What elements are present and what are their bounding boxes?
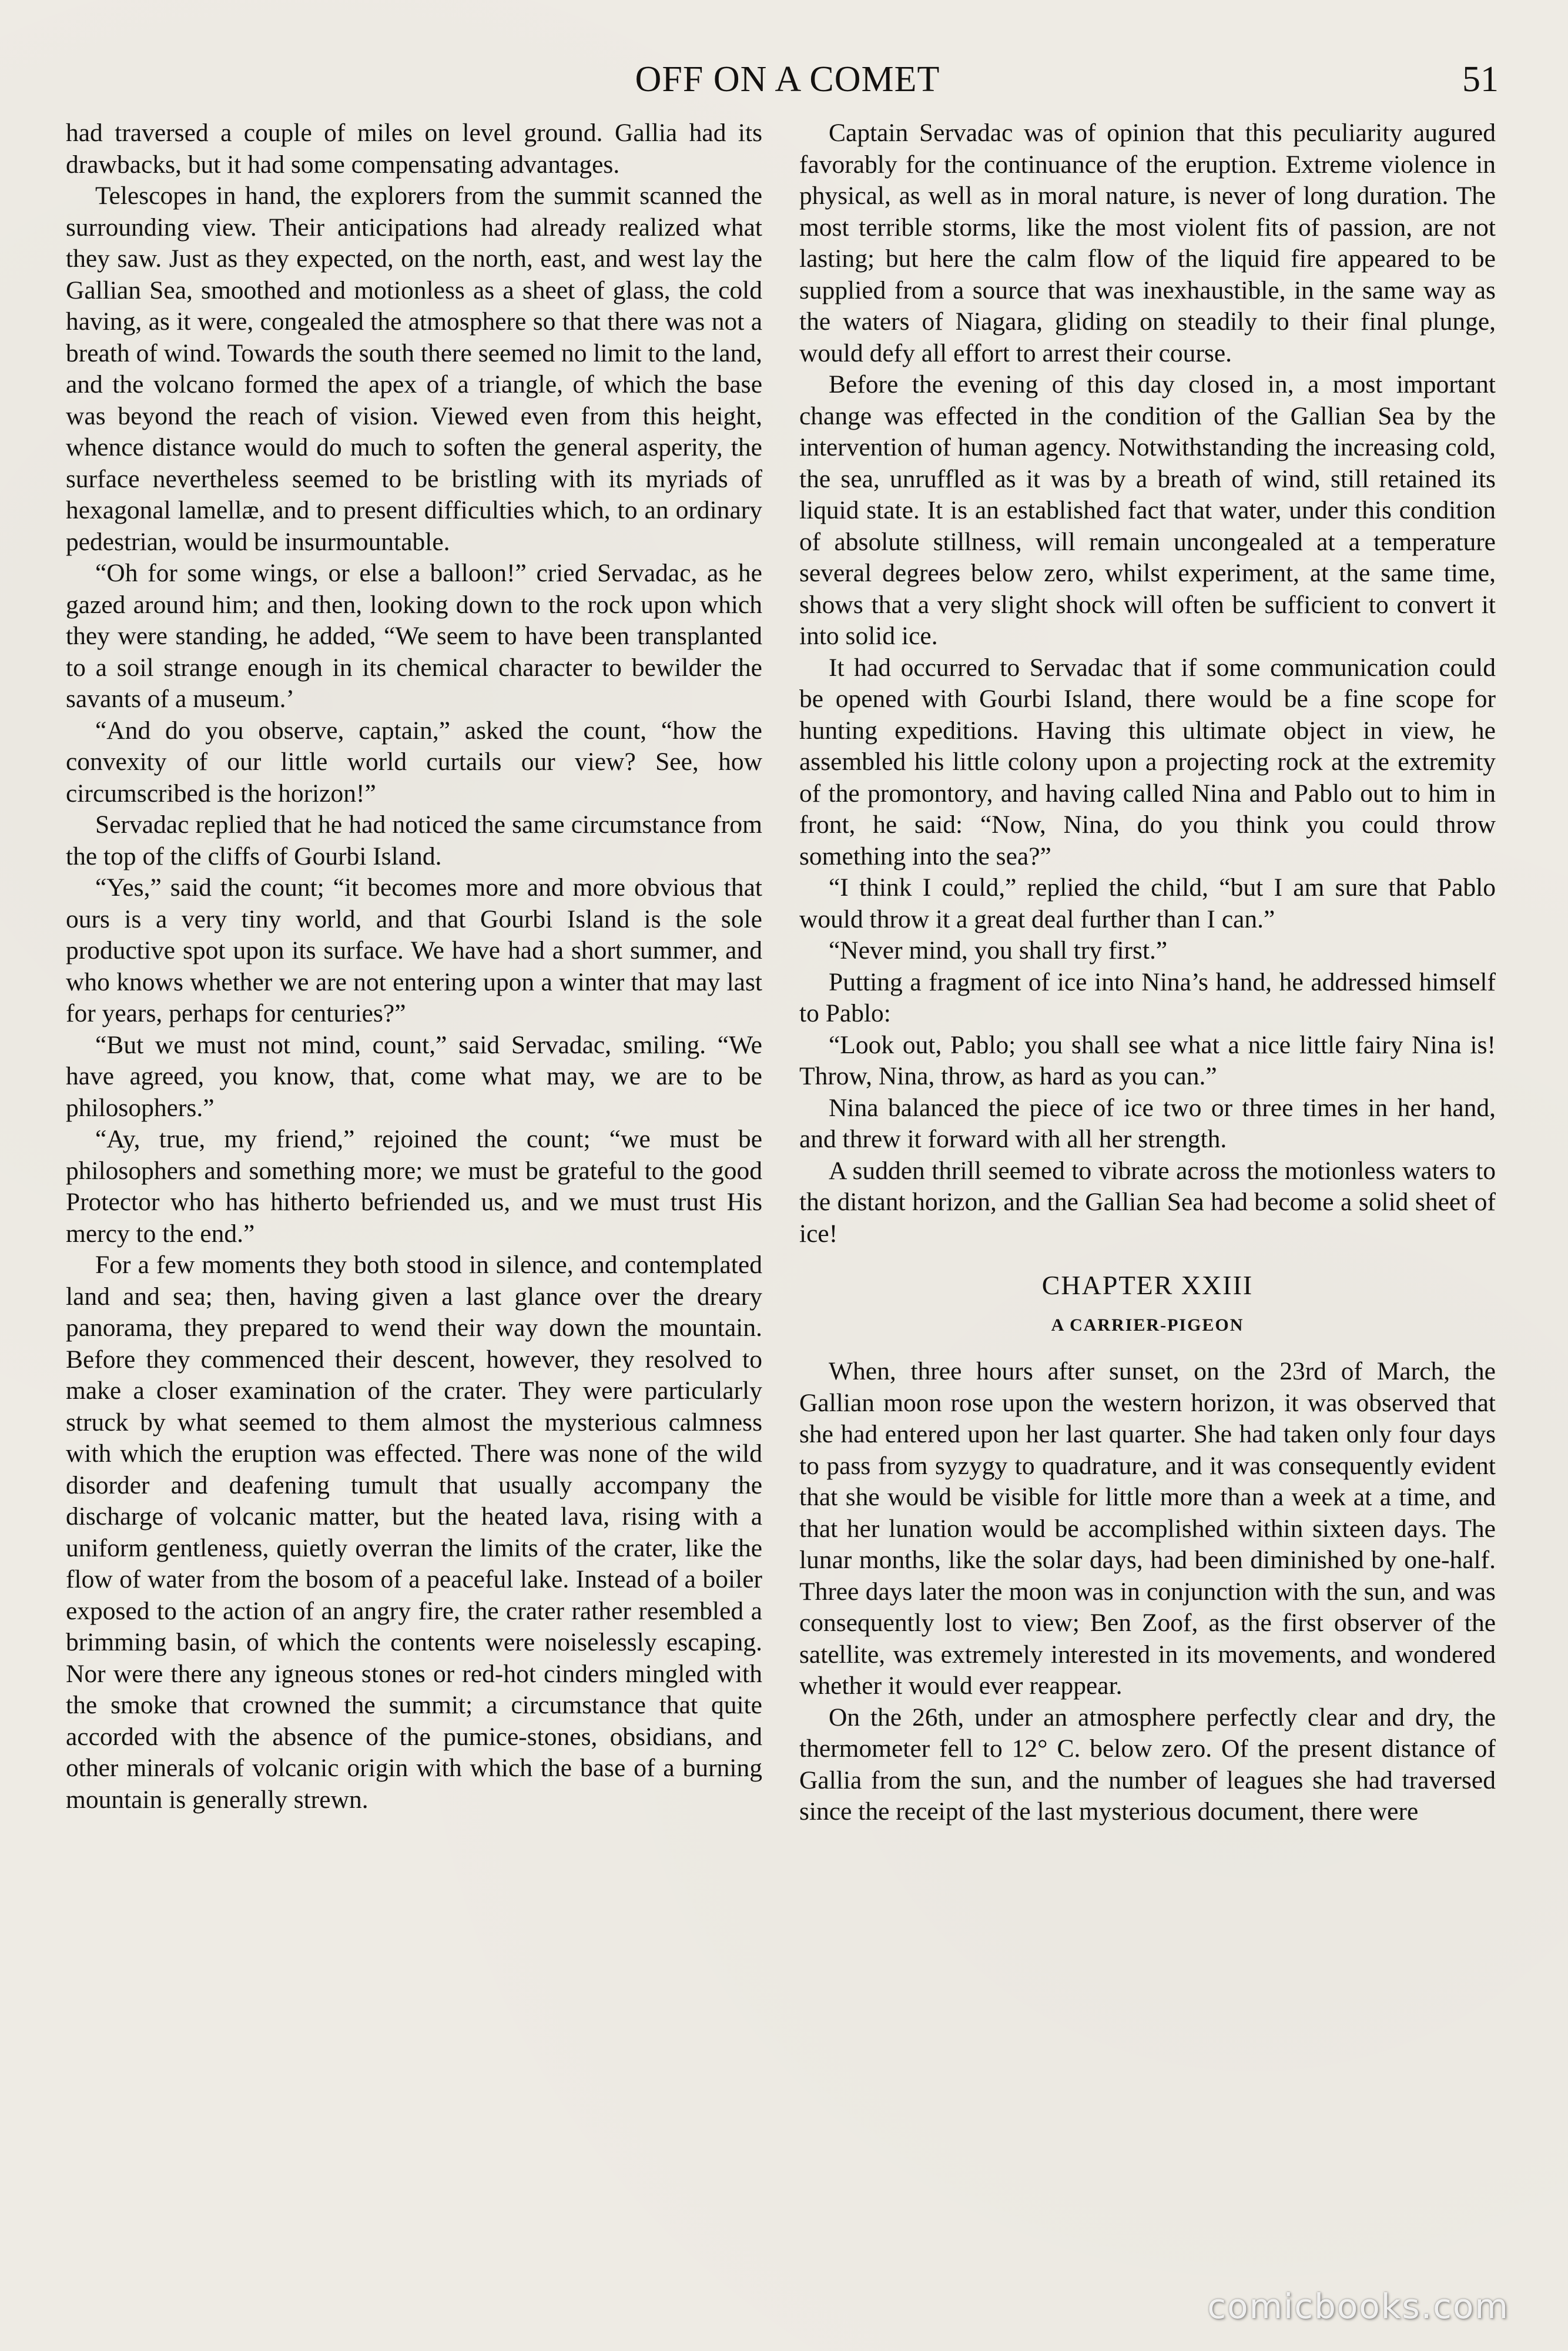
paragraph: Nina balanced the piece of ice two or three times in her hand, and threw it forward with all her strength. — [799, 1093, 1496, 1153]
paragraph: When, three hours after sunset, on the 23rd of March, the Gallian moon rose upon the western horizon, it was observed that she had entered upon her last quarter. She had taken only four days to pass from syzygy to quadrature, and it was consequently evident that she would be visible for little more than a week at a time, and that her lunation would be accomplished within sixteen days. The lunar months, like the solar days, had been diminished by one-half. Three days later the moon was in conjunction with the sun, and was consequently lost to view; Ben Zoof, as the first observer of the satellite, was extremely interested in its movements, and wondered whether it would ever reappear. — [799, 1357, 1496, 1700]
chapter-subtitle: A CARRIER-PIGEON — [1051, 1315, 1244, 1335]
page-header — [65, 59, 1510, 106]
paragraph: Telescopes in hand, the explorers from the summit scanned the surrounding view. Their anticipations had already realized what they saw. Just as they expected, on the north, east, and west lay the Gallian Sea, smoothed and motionless as a sheet of glass, the cold having, as it were, congealed the atmosphere so that there was not a breath of wind. Towards the south there seemed no limit to the land, and the volcano formed the apex of a triangle, of which the base was beyond the reach of vision. Viewed even from this height, whence distance would do much to soften the general asperity, the surface nevertheless seemed to be bristling with its myriads of hexagonal lamellæ, and to present difficulties which, to an ordinary pedestrian, would be insurmountable. — [66, 182, 762, 556]
chapter-heading: CHAPTER XXIII — [1041, 1270, 1254, 1300]
paragraph: It had occurred to Servadac that if some communication could be opened with Gourbi Island, there would be a fine scope for hunting expeditions. Having this ultimate object in view, he assembled his little colony upon a projecting rock at the extremity of the promontory, and having called Nina and Pablo out to him in front, he said: “Now, Nina, do you think you could throw something into the sea?” — [799, 653, 1496, 870]
paragraph: Servadac replied that he had noticed the same circumstance from the top of the cliffs of Gourbi Island. — [66, 811, 762, 870]
paragraph: A sudden thrill seemed to vibrate across the motionless waters to the distant horizon, and the Gallian Sea had become a solid sheet of ice! — [799, 1156, 1496, 1248]
paragraph: “And do you observe, captain,” asked the count, “how the convexity of our little world curtails our view? See, how circumscribed is the horizon!” — [66, 716, 762, 808]
paragraph: “Yes,” said the count; “it becomes more and more obvious that ours is a very tiny world, and that Gourbi Island is the sole productive spot upon its surface. We have had a short summer, and who knows whether we are not entering upon a winter that may last for years, perhaps for centuries?” — [66, 873, 762, 1027]
paragraph: Captain Servadac was of opinion that this peculiarity augured favorably for the continuance of the eruption. Extreme violence in physical, as well as in moral nature, is never of long duration. The most terrible storms, like the most violent fits of passion, are not lasting; but here the calm flow of the liquid fire appeared to be supplied from a source that was inexhaustible, in the same way as the waters of Niagara, gliding on steadily to their final plunge, would defy all effort to arrest their course. — [799, 119, 1496, 367]
paragraph: Putting a fragment of ice into Nina’s hand, he addressed himself to Pablo: — [799, 967, 1496, 1027]
paragraph: Before the evening of this day closed in, a most important change was effected in the condition of the Gallian Sea by the intervention of human agency. Notwithstanding the increasing cold, the sea, unruffled as it was by a breath of wind, still retained its liquid state. It is an established fact that water, under this condition of absolute stillness, will remain uncongealed at a temperature several degrees below zero, whilst experiment, at the same time, shows that a very slight shock will often be sufficient to convert it into solid ice. — [799, 370, 1496, 650]
running-title: OFF ON A COMET — [635, 59, 940, 99]
paragraph: “Never mind, you shall try first.” — [829, 936, 1168, 964]
paragraph: “But we must not mind, count,” said Servadac, smiling. “We have agreed, you know, that, come what may, we are to be philosophers.” — [66, 1030, 762, 1122]
page-number: 51 — [1462, 59, 1499, 99]
paragraph: “I think I could,” replied the child, “but I am sure that Pablo would throw it a great deal further than I can.” — [799, 873, 1496, 933]
paragraph: “Ay, true, my friend,” rejoined the count; “we must be philosophers and something more; we must be grateful to the good Protector who has hitherto befriended us, and we must trust His mercy to the end.” — [66, 1125, 762, 1248]
paragraph: “Look out, Pablo; you shall see what a nice little fairy Nina is! Throw, Nina, throw, as hard as you can.” — [799, 1030, 1496, 1090]
left-column — [66, 118, 762, 1816]
paragraph: had traversed a couple of miles on level ground. Gallia had its drawbacks, but it had some compensating advantages. — [66, 119, 762, 179]
paragraph: For a few moments they both stood in silence, and contemplated land and sea; then, having given a last glance over the dreary panorama, they prepared to wend their way down the mountain. Before they commenced their descent, however, they resolved to make a closer examination of the crater. They were particularly struck by what seemed to them almost the mysterious calmness with which the eruption was effected. There was none of the wild disorder and deafening tumult that usually accompany the discharge of volcanic matter, but the heated lava, rising with a uniform gentleness, quietly overran the limits of the crater, like the flow of water from the bosom of a peaceful lake. Instead of a boiler exposed to the action of an angry fire, the crater rather resembled a brimming basin, of which the contents were noiselessly escaping. Nor were there any igneous stones or red-hot cinders mingled with the smoke that crowned the summit; a circumstance that quite accorded with the absence of the pumice-stones, obsidians, and other minerals of volcanic origin with which the base of a burning mountain is generally strewn. — [66, 1251, 762, 1814]
paragraph: “Oh for some wings, or else a balloon!” cried Servadac, as he gazed around him; and then, looking down to the rock upon which they were standing, he added, “We seem to have been transplanted to a soil strange enough in its chemical character to bewilder the savants of a museum.’ — [66, 559, 762, 713]
right-column — [799, 118, 1496, 1828]
watermark-logo: comicbooks.com — [1207, 2286, 1509, 2326]
paragraph: On the 26th, under an atmosphere perfectly clear and dry, the thermometer fell to 12° C. below zero. Of the present distance of Gallia from the sun, and the number of leagues she had traversed since the receipt of the last mysterious document, there were — [799, 1703, 1496, 1826]
